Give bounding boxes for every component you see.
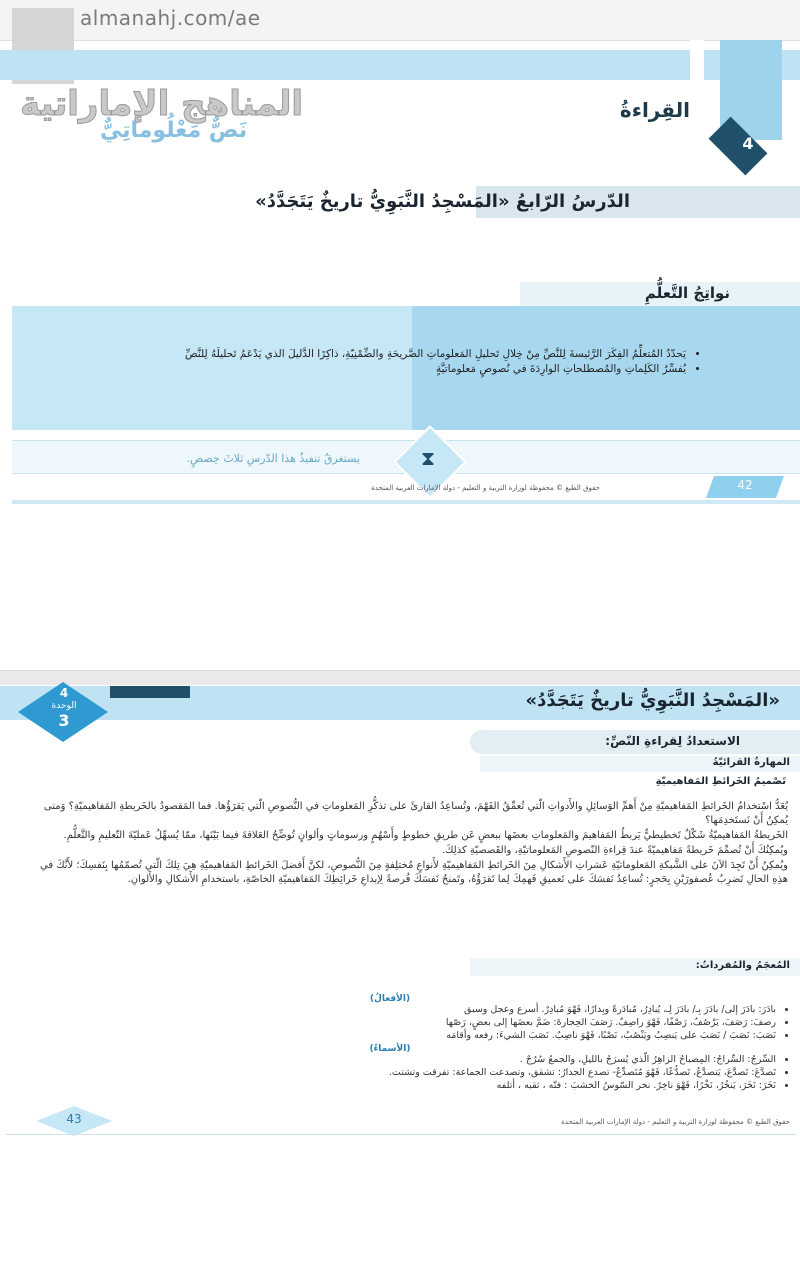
- unit-number: 3: [58, 711, 70, 730]
- page-separator: [0, 670, 800, 685]
- glossary-item: • نَصَبَ: نَصَبَ / نَصَبَ على يَنصِبُ ويَنْصُبُ، نَصْبًا، فَهْوَ ناصِبٌ. نَصَبَ الشيءَ: رفعه وأقامَه: [90, 1030, 776, 1042]
- glossary-item: • تَصدَّعَ: تَصدَّعَ، يَتصدَّعُ، تَصدُّعًا، فَهْوَ مُتَصدِّعٌ- تصدع الجدارُ: تشقق، وتصدعت الجماعة: تفرقت وتشتت.: [90, 1067, 776, 1079]
- unit-section-number: 4: [59, 686, 69, 700]
- header-accent-bar: [110, 686, 190, 698]
- time-note: يستغرقُ تنفيذُ هذا الدّرسِ ثلاثَ حِصصٍ.: [186, 452, 360, 465]
- nouns-list: [90, 1054, 790, 1093]
- page-number: 42: [737, 478, 753, 492]
- text-title: «المَسْجِدُ النَّبَوِيُّ تاريخٌ يَتَجَدَّدُ»: [525, 690, 780, 711]
- glossary-item: • بادَرَ: بادَرَ إلى/ بادَرَ بِـ/ بادَرَ لِـ، يُبادِرُ، مُبادَرةً وبِدارًا، فَهْوَ مُبادِرٌ. أسرع وعجل وسبق: [90, 1004, 776, 1016]
- prep-heading: الاستعدادُ لِقراءةِ النّصِّ:: [605, 734, 740, 748]
- outcome-item: • يَحدّدُ المُتعلِّمُ الفِكَرَ الرَّئيسةَ لِلنَّصِّ مِنْ خِلالِ تَحليلِ المَعلوماتِ الصَّريحَةِ والضِّمْنِيّةِ، ذاكِرًا الدَّليلَ الذي يَدْعَمُ تَحليلَهُ لِلنَّصِّ: [140, 348, 686, 361]
- page-bottom-rule: [6, 1134, 796, 1135]
- outcome-item: • يُفسِّرُ الكَلِماتِ والمُصطلحاتِ الوارِدَةَ في نُصوصٍ مَعلوماتيَّةٍ: [140, 363, 686, 376]
- glossary-item: • رصفَ: رَصَفَ، يَرْصُفُ، رَصْفًا، فَهْوَ راصِفٌ. رَصَفَ الحِجارةَ: ضَمَّ بعضَها إلى بعضٍ، رَصّها: [90, 1017, 776, 1029]
- copyright-footer: حقوق الطبع © محفوظة لوزارة التربية و التعليم - دولة الإمارات العربية المتحدة: [561, 1118, 790, 1126]
- skill-heading: المهارةُ القرائيّةُ: [712, 757, 790, 768]
- page-bottom-rule: [12, 500, 800, 504]
- body-text: [40, 800, 788, 888]
- text-type-subtitle: نَصٌّ مَعْلُوماتِيٌّ: [100, 118, 248, 143]
- page1-header-band: [0, 50, 800, 80]
- verbs-heading: (الأفعالُ): [369, 994, 411, 1004]
- paragraph: يُعَدُّ اسْتخدامُ الخَرائطِ المَفاهيميّةِ مِنْ أَهمِّ الوَسائِلِ والأَدواتِ الّتي تُعمِّقُ الفَهْمَ، وتُساعِدُ القارئَ على تذكُّرِ المَعلوماتِ في النُّصوصِ الّتي يَقرَؤُها. فما المَقصودُ بالخَريطةِ المَفاهيميّةِ؟ وَمتى يُمكِنُ أَنْ نَستَخدِمَها؟: [43, 801, 788, 826]
- skill-subheading: تَصْميمُ الخَرائطِ المَفاهيميّةِ: [655, 776, 786, 787]
- paragraph: الخَريطةُ المَفاهيميّةُ شَكْلٌ تَخطيطيٌّ يَربطُ المَفاهيمَ والمَعلوماتِ بعضَها ببعضٍ عَن طريقِ خطوطٍ وأَسْهُمٍ ورسوماتٍ وألوانٍ تُوضِّحُ العَلاقةَ فيما بَيْنَها، ممّا يُسهِّلُ عَمليّةَ التّعليمِ والتَّعلُّمِ.: [63, 830, 788, 841]
- glossary-item: • السِّرجُ: السِّراجُ: المِصباحُ الزاهِرُ الّذي يُسرَجُ بالليلِ، والجمعُ سُرُجٌ .: [90, 1054, 776, 1066]
- header-stripe: [690, 40, 704, 80]
- hourglass-icon: ⧗: [420, 446, 436, 470]
- paragraph: ويُمكِنُكَ أَنْ تُصمِّمَ خَريطةً مَفاهيميّةً عندَ قِراءةِ النّصوصِ المَعلوماتيّةِ، والقَصصيّةِ كذلِكَ.: [442, 845, 788, 856]
- glossary-item: • نَخَرَ: نَخَرَ، يَنخُرُ، نَخْرًا، فَهْوَ ناخِرٌ. نخر السّوسُ الخشبَ : فتّه ، ثقبه ، أتلفه: [90, 1080, 776, 1092]
- paragraph: ويُمكِنُ أَنْ تَجِدَ الآنَ على الشَّبكةِ المَعلوماتيّةِ عَشراتِ الأَشكالِ مِنَ الخَرائطِ المَفاهيميّةِ لأَنواعٍ مُختلِفةٍ مِنَ النُّصوصِ، لكنَّ أَفضلَ الخَرائطِ المَفاهيميّةِ هِيَ تِلكَ الّتي تُصمّمُها بِنَفسِكَ؛ لأَنَّكَ في هذِهِ الحالِ تَضرِبُ عُصفورَيْنِ بِحَجرٍ: تُساعِدُ نَفسَكَ على تَعميقِ فَهمِكَ لِما تَقرَؤُهُ، وتَمنحُ نَفسَكَ فُرصةً لِإبداعِ خَرائِطِكَ المَفاهيميّةِ الخاصّةِ، باستخدامِ الأَشكالِ والأَلوانِ.: [40, 860, 788, 885]
- section-title: القِراءةُ: [619, 98, 690, 122]
- unit-label: الوحدة: [51, 701, 77, 711]
- page-number: 43: [66, 1112, 82, 1126]
- verbs-list: [90, 1004, 790, 1043]
- copyright-footer: حقوق الطبع © محفوظة لوزارة التربية و التعليم - دولة الإمارات العربية المتحدة: [371, 484, 600, 492]
- outcomes-list: [140, 348, 700, 378]
- site-url[interactable]: almanahj.com/ae: [80, 6, 261, 30]
- glossary-heading: المُعجَمُ والمُفرداتُ:: [695, 960, 790, 971]
- nouns-heading: (الأسماءُ): [369, 1044, 411, 1054]
- outcomes-title: نواتِجُ التَّعلُّمِ: [644, 284, 730, 302]
- lesson-title: الدّرسُ الرّابعُ «المَسْجِدُ النَّبَوِيُّ تاريخٌ يَتَجَدَّدُ»: [255, 191, 630, 212]
- section-number: 4: [742, 134, 754, 153]
- logo-watermark: المناهج الإماراتية: [20, 84, 304, 124]
